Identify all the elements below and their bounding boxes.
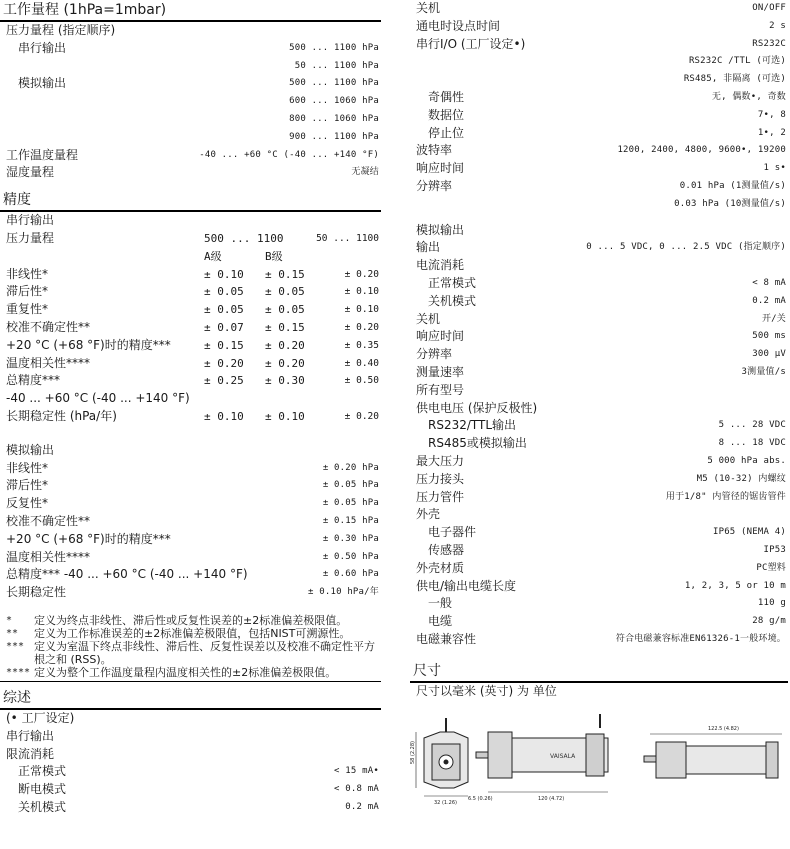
longterm-c: ± 0.20 — [344, 410, 379, 422]
total-range-note: -40 ... +60 °C (-40 ... +140 °F) — [6, 391, 190, 406]
spec-value: 无, 偶数•, 奇数 — [711, 91, 786, 102]
accuracy-class-b: ± 0.05 — [265, 285, 305, 299]
general-row-label: 关机模式 — [18, 799, 67, 814]
current-consumption-label: 限流消耗 — [6, 746, 55, 761]
footnote-mark: ** — [6, 627, 19, 639]
accuracy-row-label: 滞后性* — [6, 284, 49, 299]
analog-output-label: 模拟输出 — [18, 76, 67, 91]
range-value: 500 ... 1100 hPa — [289, 42, 379, 53]
dim-height: 58 (2.28) — [410, 741, 416, 765]
analog-accuracy-row — [0, 566, 381, 584]
side-view — [476, 714, 608, 792]
spec-row — [410, 489, 788, 507]
humidity-range-label: 湿度量程 — [6, 165, 55, 180]
spec-row — [410, 18, 788, 36]
accuracy-row — [0, 319, 381, 337]
footnote — [0, 614, 381, 627]
spec-row — [410, 178, 788, 196]
accuracy-class-a: ± 0.15 — [204, 338, 244, 352]
analog-row-value: ± 0.30 hPa — [322, 533, 379, 544]
range-col-ab: 500 ... 1100 — [204, 231, 284, 245]
right-top-rows — [410, 0, 788, 214]
spec-value: RS232C — [752, 38, 786, 49]
spec-value: 0 ... 5 VDC, 0 ... 2.5 VDC (指定顺序) — [586, 242, 786, 253]
analog-accuracy-row — [0, 513, 381, 531]
spec-value: 0.01 hPa (1测量值/s) — [679, 180, 786, 191]
general-row-value: < 0.8 mA — [334, 784, 379, 795]
spec-label: 外壳材质 — [416, 560, 465, 575]
humidity-range-value: 无凝结 — [351, 167, 379, 178]
brand-label: VAISALA — [550, 753, 576, 761]
footnote-mark: *** — [6, 640, 25, 652]
accuracy-row — [0, 266, 381, 284]
right-analog-rows — [410, 222, 788, 649]
spec-row — [410, 382, 788, 400]
accuracy-row — [0, 283, 381, 301]
dimensions-subtitle: 尺寸以毫米 (英寸) 为 单位 — [416, 683, 557, 698]
general-row — [0, 781, 381, 799]
range-value: 50 ... 1100 hPa — [294, 60, 379, 71]
analog-row-value: ± 0.15 hPa — [322, 515, 379, 526]
analog-accuracy-row — [0, 531, 381, 549]
accuracy-row-label: 重复性* — [6, 302, 49, 317]
accuracy-class-b: ± 0.05 — [265, 303, 305, 317]
accuracy-analog-label: 模拟输出 — [6, 442, 55, 457]
accuracy-row-label: 非线性* — [6, 266, 49, 281]
accuracy-row — [0, 372, 381, 390]
spec-row — [410, 506, 788, 524]
dim-total: 122.5 (4.82) — [708, 726, 739, 733]
spec-value: IP65 (NEMA 4) — [712, 527, 786, 538]
spec-label: 分辨率 — [416, 347, 453, 362]
general-row-label: 正常模式 — [18, 764, 67, 779]
accuracy-row — [0, 337, 381, 355]
dim-length: 120 (4.72) — [538, 796, 565, 803]
accuracy-analog-rows — [0, 460, 381, 602]
range-value: 500 ... 1100 hPa — [289, 78, 379, 89]
analog-accuracy-row — [0, 549, 381, 567]
footnote-text: 定义为室温下终点非线性、滞后性、反复性误差以及校准不确定性平方根之和 (RSS)。 — [34, 639, 375, 666]
class-a-label: A级 — [204, 249, 222, 263]
spec-value: PC塑料 — [756, 562, 786, 573]
spec-row — [410, 364, 788, 382]
spec-label: 模拟输出 — [416, 222, 465, 237]
spec-label: 输出 — [416, 240, 441, 255]
spec-label: 一般 — [428, 596, 453, 611]
spec-row — [410, 417, 788, 435]
spec-value: 0.03 hPa (10测量值/s) — [674, 198, 786, 209]
spec-label: 供电/输出电缆长度 — [416, 578, 517, 593]
spec-label: 停止位 — [428, 125, 465, 140]
class-b-label: B级 — [265, 249, 283, 263]
spec-label: 测量速率 — [416, 364, 465, 379]
accuracy-serial-label: 串行输出 — [6, 213, 55, 228]
analog-accuracy-row — [0, 495, 381, 513]
spec-value: 2 s — [769, 20, 786, 31]
general-title: 综述 — [0, 688, 381, 710]
analog-row-value: ± 0.50 hPa — [322, 551, 379, 562]
spec-label: RS485或模拟输出 — [428, 436, 527, 451]
factory-note: (• 工厂设定) — [6, 710, 75, 725]
dim-width: 32 (1.26) — [434, 800, 457, 807]
left-column — [0, 0, 381, 817]
spec-row — [410, 595, 788, 613]
range-col-c: 50 ... 1100 — [316, 232, 379, 244]
spec-label: RS232/TTL输出 — [428, 418, 517, 433]
accuracy-row-label: +20 °C (+68 °F)时的精度*** — [6, 337, 171, 352]
analog-row-label: 校准不确定性** — [6, 513, 91, 528]
analog-row-label: 反复性* — [6, 496, 49, 511]
accuracy-class-a: ± 0.05 — [204, 303, 244, 317]
spec-label: 电流消耗 — [416, 258, 465, 273]
general-rows — [0, 763, 381, 816]
footnote-mark: * — [6, 614, 13, 626]
longterm-b: ± 0.10 — [265, 409, 305, 423]
spec-row — [410, 400, 788, 418]
accuracy-class-b: ± 0.30 — [265, 374, 305, 388]
spec-label: 压力管件 — [416, 489, 465, 504]
range-value: 900 ... 1100 hPa — [289, 131, 379, 142]
top-view — [644, 734, 782, 778]
temp-range-value: -40 ... +60 °C (-40 ... +140 °F) — [199, 149, 379, 160]
spec-row — [410, 542, 788, 560]
range-value: 600 ... 1060 hPa — [289, 96, 379, 107]
footnote-text: 定义为整个工作温度量程内温度相关性的±2标准偏差极限值。 — [34, 665, 337, 679]
spec-label: 奇偶性 — [428, 89, 465, 104]
right-column — [410, 0, 788, 834]
spec-row — [410, 453, 788, 471]
accuracy-class-b: ± 0.20 — [265, 338, 305, 352]
accuracy-class-c: ± 0.50 — [344, 375, 379, 387]
spec-label: 关机 — [416, 1, 441, 15]
spec-value: RS485, 非隔离 (可选) — [683, 74, 786, 85]
spec-value: 8 ... 18 VDC — [718, 438, 786, 449]
spec-row — [410, 578, 788, 596]
analog-row-label: 总精度*** -40 ... +60 °C (-40 ... +140 °F) — [6, 567, 248, 582]
footnote — [0, 627, 381, 640]
footnote-text: 定义为终点非线性、滞后性或反复性误差的±2标准偏差极限值。 — [34, 613, 348, 627]
spec-label: 分辨率 — [416, 178, 453, 193]
spec-value: 5 000 hPa abs. — [707, 455, 786, 466]
accuracy-range-label: 压力量程 — [6, 230, 55, 245]
temp-range-label: 工作温度量程 — [6, 147, 79, 162]
spec-row — [410, 125, 788, 143]
accuracy-class-b: ± 0.15 — [265, 267, 305, 281]
analog-row-value: ± 0.60 hPa — [322, 569, 379, 580]
spec-label: 电缆 — [428, 614, 453, 629]
spec-row — [410, 560, 788, 578]
longterm-label: 长期稳定性 (hPa/年) — [6, 408, 117, 423]
accuracy-class-a: ± 0.25 — [204, 374, 244, 388]
spec-label: 电子器件 — [428, 525, 477, 540]
spec-label: 通电时设点时间 — [416, 18, 501, 33]
general-row — [0, 799, 381, 817]
spec-value: 用于1/8" 内管径的锯齿管件 — [665, 491, 786, 502]
spec-value: 28 g/m — [752, 616, 786, 627]
analog-row-label: 长期稳定性 — [6, 585, 67, 600]
analog-row-label: 滞后性* — [6, 478, 49, 493]
spec-label: 电磁兼容性 — [416, 631, 477, 646]
spec-value: 5 ... 28 VDC — [718, 420, 786, 431]
general-row — [0, 763, 381, 781]
spec-label: 传感器 — [428, 542, 465, 557]
spec-row — [410, 471, 788, 489]
accuracy-class-a: ± 0.05 — [204, 285, 244, 299]
spec-value: 7•, 8 — [757, 109, 786, 120]
accuracy-class-a: ± 0.07 — [204, 320, 244, 334]
analog-accuracy-row — [0, 477, 381, 495]
accuracy-class-a: ± 0.10 — [204, 267, 244, 281]
spec-label: 响应时间 — [416, 161, 465, 176]
general-row-label: 断电模式 — [18, 782, 67, 797]
accuracy-class-c: ± 0.10 — [344, 286, 379, 298]
accuracy-serial-rows — [0, 266, 381, 391]
accuracy-class-c: ± 0.10 — [344, 304, 379, 316]
spec-value: 1200, 2400, 4800, 9600•, 19200 — [617, 145, 786, 156]
spec-value: 开/关 — [761, 313, 786, 324]
spec-label: 最大压力 — [416, 453, 465, 468]
spec-label: 正常模式 — [428, 275, 477, 290]
accuracy-class-b: ± 0.15 — [265, 320, 305, 334]
spec-label: 外壳 — [416, 507, 441, 522]
footnote — [0, 640, 381, 666]
analog-row-label: 非线性* — [6, 460, 49, 475]
analog-row-label: +20 °C (+68 °F)时的精度*** — [6, 531, 171, 546]
spec-row — [410, 107, 788, 125]
analog-row-value: ± 0.10 hPa/年 — [307, 587, 379, 598]
accuracy-class-c: ± 0.35 — [344, 339, 379, 351]
dimensions-title: 尺寸 — [410, 661, 788, 683]
accuracy-class-a: ± 0.20 — [204, 356, 244, 370]
spec-value: RS232C /TTL (可选) — [688, 56, 786, 67]
spec-row — [410, 346, 788, 364]
range-title: 工作量程 (1hPa=1mbar) — [0, 0, 381, 22]
general-row-value: < 15 mA• — [334, 766, 379, 777]
spec-value: 1•, 2 — [757, 127, 786, 138]
analog-accuracy-row — [0, 584, 381, 602]
spec-label: 供电电压 (保护反极性) — [416, 400, 538, 415]
analog-row-value: ± 0.05 hPa — [322, 480, 379, 491]
spec-row — [410, 524, 788, 542]
accuracy-row-label: 总精度*** — [6, 373, 61, 388]
spec-value: M5 (10-32) 内螺纹 — [696, 473, 786, 484]
front-view — [416, 718, 468, 796]
spec-value: < 8 mA — [752, 277, 786, 288]
accuracy-class-c: ± 0.40 — [344, 357, 379, 369]
serial-output-label: 串行输出 — [18, 40, 67, 55]
general-serial-label: 串行输出 — [6, 728, 55, 743]
spec-row — [410, 328, 788, 346]
footnote-text: 定义为工作标准误差的±2标准偏差极限值，包括NIST可溯源性。 — [34, 626, 351, 640]
spec-row — [410, 36, 788, 54]
spec-row — [410, 435, 788, 453]
range-value: 800 ... 1060 hPa — [289, 113, 379, 124]
longterm-a: ± 0.10 — [204, 409, 244, 423]
accuracy-row — [0, 355, 381, 373]
spec-row — [410, 0, 788, 18]
spec-row — [410, 142, 788, 160]
spec-value: 1 s• — [763, 163, 786, 174]
spec-value: 500 ms — [752, 331, 786, 342]
spec-label: 关机模式 — [428, 293, 477, 308]
accuracy-class-c: ± 0.20 — [344, 321, 379, 333]
spec-row — [410, 257, 788, 275]
spec-row — [410, 239, 788, 257]
spec-row — [410, 196, 788, 214]
spec-label: 波特率 — [416, 143, 453, 158]
analog-row-value: ± 0.20 hPa — [322, 462, 379, 473]
spec-value: 符合电磁兼容标准EN61326-1一般环境。 — [615, 633, 786, 644]
analog-row-value: ± 0.05 hPa — [322, 498, 379, 509]
spec-value: ON/OFF — [752, 3, 786, 13]
spec-value: 110 g — [757, 598, 786, 609]
dim-fitting: 6.5 (0.26) — [468, 796, 493, 803]
pressure-range-label: 压力量程 (指定顺序) — [6, 23, 116, 37]
analog-row-label: 温度相关性**** — [6, 549, 91, 564]
spec-label: 压力接头 — [416, 471, 465, 486]
footnotes — [0, 614, 381, 679]
spec-row — [410, 53, 788, 71]
general-row-value: 0.2 mA — [345, 801, 379, 812]
spec-value: 0.2 mA — [752, 295, 786, 306]
accuracy-row-label: 校准不确定性** — [6, 319, 91, 334]
spec-label: 串行I/O (工厂设定•) — [416, 36, 526, 51]
spec-value: IP53 — [763, 544, 786, 555]
spec-label: 所有型号 — [416, 382, 465, 397]
spec-row — [410, 631, 788, 649]
spec-row — [410, 160, 788, 178]
spec-row — [410, 311, 788, 329]
spec-value: 1, 2, 3, 5 or 10 m — [684, 580, 786, 591]
spec-row — [410, 275, 788, 293]
footnote-mark: **** — [6, 666, 31, 678]
spec-value: 3测量值/s — [741, 366, 786, 377]
footnote — [0, 666, 381, 679]
spec-row — [410, 89, 788, 107]
spec-row — [410, 222, 788, 240]
analog-accuracy-row — [0, 460, 381, 478]
accuracy-row — [0, 301, 381, 319]
accuracy-title: 精度 — [0, 190, 381, 212]
dimensions-drawing — [410, 704, 788, 834]
spec-row — [410, 293, 788, 311]
spec-label: 响应时间 — [416, 329, 465, 344]
spec-label: 数据位 — [428, 107, 465, 122]
spec-row — [410, 71, 788, 89]
spec-label: 关机 — [416, 311, 441, 326]
accuracy-class-c: ± 0.20 — [344, 268, 379, 280]
accuracy-class-b: ± 0.20 — [265, 356, 305, 370]
spec-value: 300 μV — [752, 349, 786, 360]
accuracy-row-label: 温度相关性**** — [6, 355, 91, 370]
spec-row — [410, 613, 788, 631]
